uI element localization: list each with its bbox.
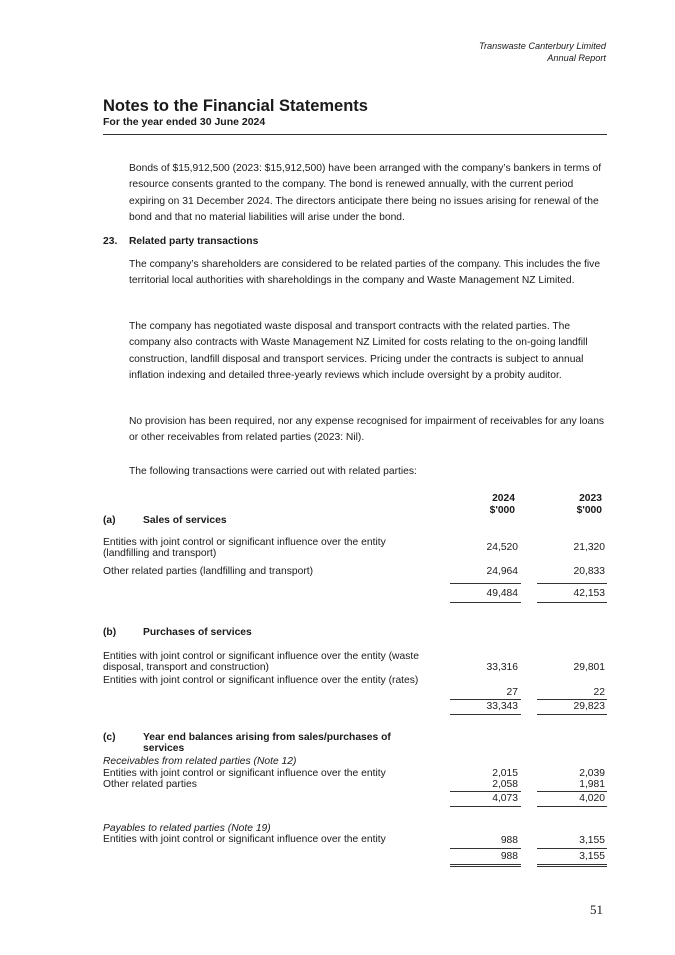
payables-total-2024: 988 <box>500 851 518 862</box>
column-year-2023: 2023 <box>579 493 602 504</box>
sales-row-value-2024: 24,964 <box>486 566 518 577</box>
sales-total-2023: 42,153 <box>573 588 605 599</box>
sales-row-label: Entities with joint control or significant influence over the entity (landfilling and transport) <box>103 537 386 559</box>
purchases-row-value-2023: 22 <box>593 687 605 698</box>
sales-total-rule-2023 <box>537 602 607 603</box>
receivables-row-label: Other related parties <box>103 779 197 790</box>
payables-total-double-rule-2023 <box>537 866 607 867</box>
purchases-total-2023: 29,823 <box>573 701 605 712</box>
balances-title: Year end balances arising from sales/purchases of services <box>143 732 391 754</box>
report-name: Annual Report <box>547 53 606 63</box>
paragraph-provision: No provision has been required, nor any expense recognised for impairment of receivables for any loans or other receivables from related parties (2023: Nil). <box>129 416 605 444</box>
column-year-2024: 2024 <box>492 493 515 504</box>
purchases-total-rule-2023 <box>537 714 607 715</box>
purchases-subtotal-rule-2024 <box>450 699 521 700</box>
column-header-2024 <box>455 493 515 517</box>
sales-total-rule-2024 <box>450 602 521 603</box>
payables-subtotal-rule-2023 <box>537 848 607 849</box>
sales-row-value-2023: 20,833 <box>573 566 605 577</box>
column-unit-2024: $'000 <box>489 505 515 516</box>
paragraph-transactions-intro: The following transactions were carried out with related parties: <box>129 466 417 477</box>
page-subtitle: For the year ended 30 June 2024 <box>103 116 266 128</box>
column-header-2023 <box>542 493 602 517</box>
receivables-row-value-2024: 2,058 <box>492 779 518 790</box>
sales-title: Sales of services <box>143 515 227 526</box>
paragraph-contracts: The company has negotiated waste disposal and transport contracts with the related parties. The company also contracts with Waste Management NZ Limited for costs relating to the on-going landfill construction, landfill disposal and transport services. Pricing under the contracts is subject to annual inflation indexing and detailed three-yearly reviews which include oversight by a probity auditor. <box>129 321 588 381</box>
sales-total-2024: 49,484 <box>486 588 518 599</box>
purchases-row-value-2024: 33,316 <box>486 662 518 673</box>
receivables-subtotal-rule-2024 <box>450 791 521 792</box>
receivables-row-label: Entities with joint control or significant influence over the entity <box>103 768 386 779</box>
payables-subtotal-rule-2024 <box>450 848 521 849</box>
sales-row-label: Other related parties (landfilling and transport) <box>103 566 314 577</box>
receivables-subtotal-rule-2023 <box>537 791 607 792</box>
column-unit-2023: $'000 <box>576 505 602 516</box>
sales-row-value-2024: 24,520 <box>486 542 518 553</box>
receivables-row-value-2023: 1,981 <box>579 779 605 790</box>
payables-total-rule-2023 <box>537 864 607 865</box>
page-number: 51 <box>590 902 603 917</box>
page-title: Notes to the Financial Statements <box>103 97 368 115</box>
report-header <box>479 40 606 64</box>
purchases-total-2024: 33,343 <box>486 701 518 712</box>
balances-label: (c) <box>103 732 116 743</box>
paragraph-shareholders: The company’s shareholders are considered to be related parties of the company. This includes the five territorial local authorities with shareholdings in the company and Waste Management NZ Limited. <box>129 259 601 287</box>
section-number: 23. <box>103 236 118 247</box>
payables-total-double-rule-2024 <box>450 866 521 867</box>
purchases-row-value-2024: 27 <box>506 687 518 698</box>
receivables-total-2024: 4,073 <box>492 793 518 804</box>
receivables-heading: Receivables from related parties (Note 12) <box>103 756 297 767</box>
purchases-subtotal-rule-2023 <box>537 699 607 700</box>
receivables-total-rule-2024 <box>450 806 521 807</box>
receivables-total-2023: 4,020 <box>579 793 605 804</box>
purchases-total-rule-2024 <box>450 714 521 715</box>
payables-total-rule-2024 <box>450 864 521 865</box>
company-name: Transwaste Canterbury Limited <box>479 41 606 51</box>
sales-label: (a) <box>103 515 116 526</box>
payables-row-value-2023: 3,155 <box>579 835 605 846</box>
purchases-row-label: Entities with joint control or significant influence over the entity (waste disposal, transport and construction) <box>103 651 419 673</box>
receivables-total-rule-2023 <box>537 806 607 807</box>
purchases-row-label: Entities with joint control or significant influence over the entity (rates) <box>103 675 419 686</box>
section-title: Related party transactions <box>129 236 259 247</box>
sales-subtotal-rule-2023 <box>537 583 607 584</box>
payables-row-value-2024: 988 <box>500 835 518 846</box>
purchases-row-value-2023: 29,801 <box>573 662 605 673</box>
receivables-row-value-2024: 2,015 <box>492 768 518 779</box>
sales-subtotal-rule-2024 <box>450 583 521 584</box>
bonds-paragraph: Bonds of $15,912,500 (2023: $15,912,500) have been arranged with the company’s bankers in terms of resource consents granted to the company. The bond is renewed annually, with the current period expiring on 31 December 2024. The directors anticipate there being no issues arising for renewal of the bond and that no material liabilities will arise under the bond. <box>129 163 602 223</box>
purchases-title: Purchases of services <box>143 627 252 638</box>
purchases-label: (b) <box>103 627 117 638</box>
sales-row-value-2023: 21,320 <box>573 542 605 553</box>
payables-row-label: Entities with joint control or significant influence over the entity <box>103 834 386 845</box>
header-divider <box>103 134 607 135</box>
receivables-row-value-2023: 2,039 <box>579 768 605 779</box>
payables-total-2023: 3,155 <box>579 851 605 862</box>
payables-heading: Payables to related parties (Note 19) <box>103 823 271 834</box>
